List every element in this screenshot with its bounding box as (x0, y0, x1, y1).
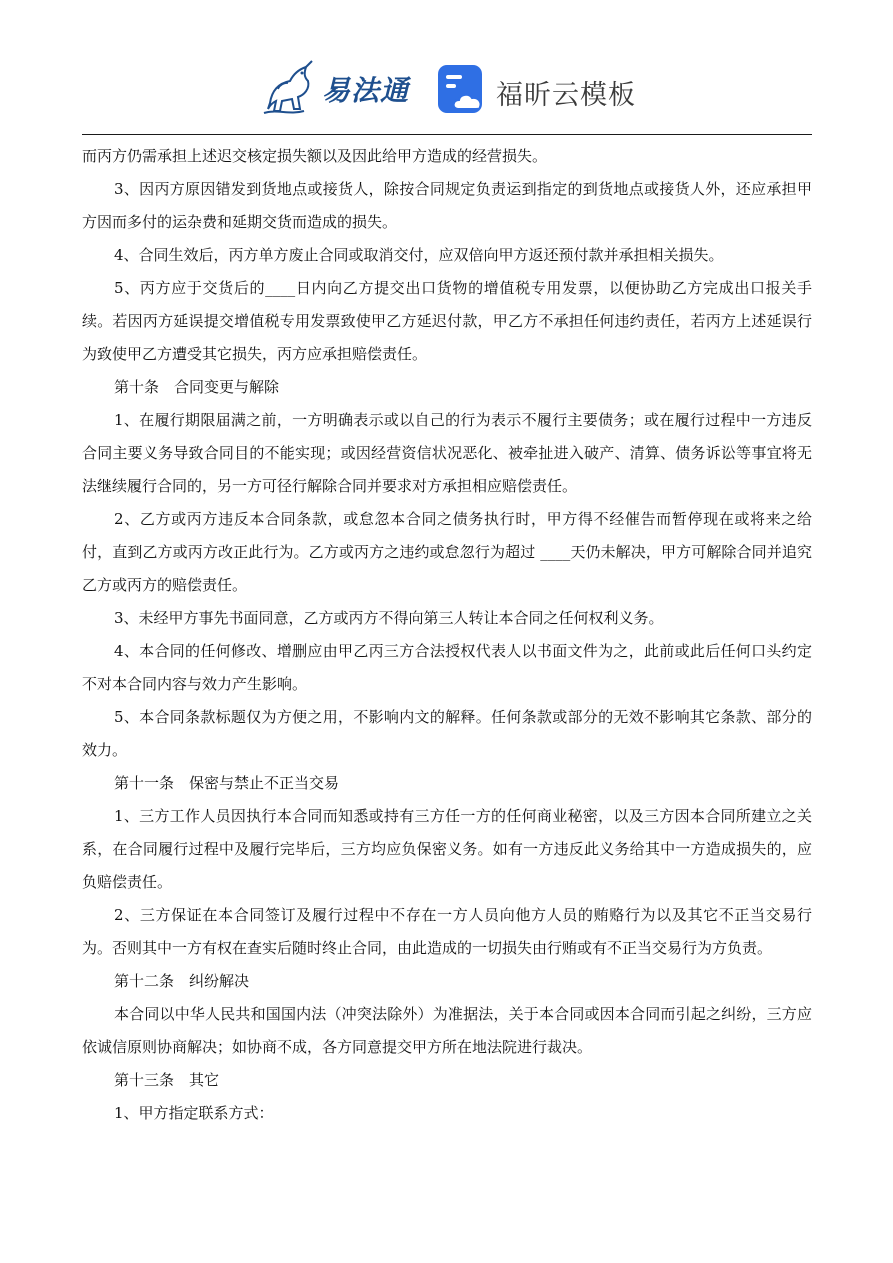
paragraph: 4、合同生效后，丙方单方废止合同或取消交付，应双倍向甲方返还预付款并承担相关损失。 (114, 246, 724, 264)
paragraph: 2、三方保证在本合同签订及履行过程中不存在一方人员向他方人员的贿赂行为以及其它不正当交易行为。否则其中一方有权在查实后随时终止合同，由此造成的一切损失由行贿或有不正当交易行为方负责。 (82, 906, 812, 957)
cloud-document-icon (436, 63, 488, 115)
logo-wordmark-yifatong: 易法通 (322, 74, 410, 107)
paragraph: 本合同以中华人民共和国国内法（冲突法除外）为准据法，关于本合同或因本合同而引起之纠纷，三方应依诚信原则协商解决；如协商不成，各方同意提交甲方所在地法院进行裁决。 (82, 1005, 812, 1056)
fuxin-logo (436, 63, 636, 119)
page-header (0, 55, 893, 125)
paragraph: 2、乙方或丙方违反本合同条款，或怠忽本合同之债务执行时，甲方得不经催告而暂停现在或将来之给付，直到乙方或丙方改正此行为。乙方或丙方之违约或怠忽行为超过 ____天仍未解决，甲方可解除合同并追究乙方或丙方的赔偿责任。 (82, 510, 812, 594)
paragraph: 而丙方仍需承担上述迟交核定损失额以及因此给甲方造成的经营损失。 (82, 147, 548, 165)
logo-wordmark-fuxin: 福昕云模板 (496, 80, 636, 111)
yifatong-logo (260, 59, 420, 119)
section-heading: 第十二条 纠纷解决 (114, 972, 250, 990)
paragraph: 4、本合同的任何修改、增删应由甲乙丙三方合法授权代表人以书面文件为之，此前或此后任何口头约定不对本合同内容与效力产生影响。 (82, 642, 812, 693)
paragraph: 1、甲方指定联系方式： (114, 1104, 274, 1122)
header-divider (82, 134, 812, 135)
paragraph: 5、丙方应于交货后的____日内向乙方提交出口货物的增值税专用发票，以便协助乙方完成出口报关手续。若因丙方延误提交增值税专用发票致使甲乙方延迟付款，甲乙方不承担任何违约责任，若丙方上述延误行为致使甲乙方遭受其它损失，丙方应承担赔偿责任。 (82, 279, 812, 363)
section-heading: 第十三条 其它 (114, 1071, 220, 1089)
unicorn-icon (260, 59, 320, 119)
section-heading: 第十条 合同变更与解除 (114, 378, 280, 396)
paragraph: 3、因丙方原因错发到货地点或接货人，除按合同规定负责运到指定的到货地点或接货人外，还应承担甲方因而多付的运杂费和延期交货而造成的损失。 (82, 180, 812, 231)
paragraph: 1、三方工作人员因执行本合同而知悉或持有三方任一方的任何商业秘密，以及三方因本合同所建立之关系，在合同履行过程中及履行完毕后，三方均应负保密义务。如有一方违反此义务给其中一方造成损失的，应负赔偿责任。 (82, 807, 812, 891)
document-body (82, 140, 812, 1130)
section-heading: 第十一条 保密与禁止不正当交易 (114, 774, 340, 792)
paragraph: 3、未经甲方事先书面同意，乙方或丙方不得向第三人转让本合同之任何权利义务。 (114, 609, 664, 627)
paragraph: 1、在履行期限届满之前，一方明确表示或以自己的行为表示不履行主要债务；或在履行过程中一方违反合同主要义务导致合同目的不能实现；或因经营资信状况恶化、被牵扯进入破产、清算、债务诉讼等事宜将无法继续履行合同的，另一方可径行解除合同并要求对方承担相应赔偿责任。 (82, 411, 812, 495)
paragraph: 5、本合同条款标题仅为方便之用，不影响内文的解释。任何条款或部分的无效不影响其它条款、部分的效力。 (82, 708, 812, 759)
